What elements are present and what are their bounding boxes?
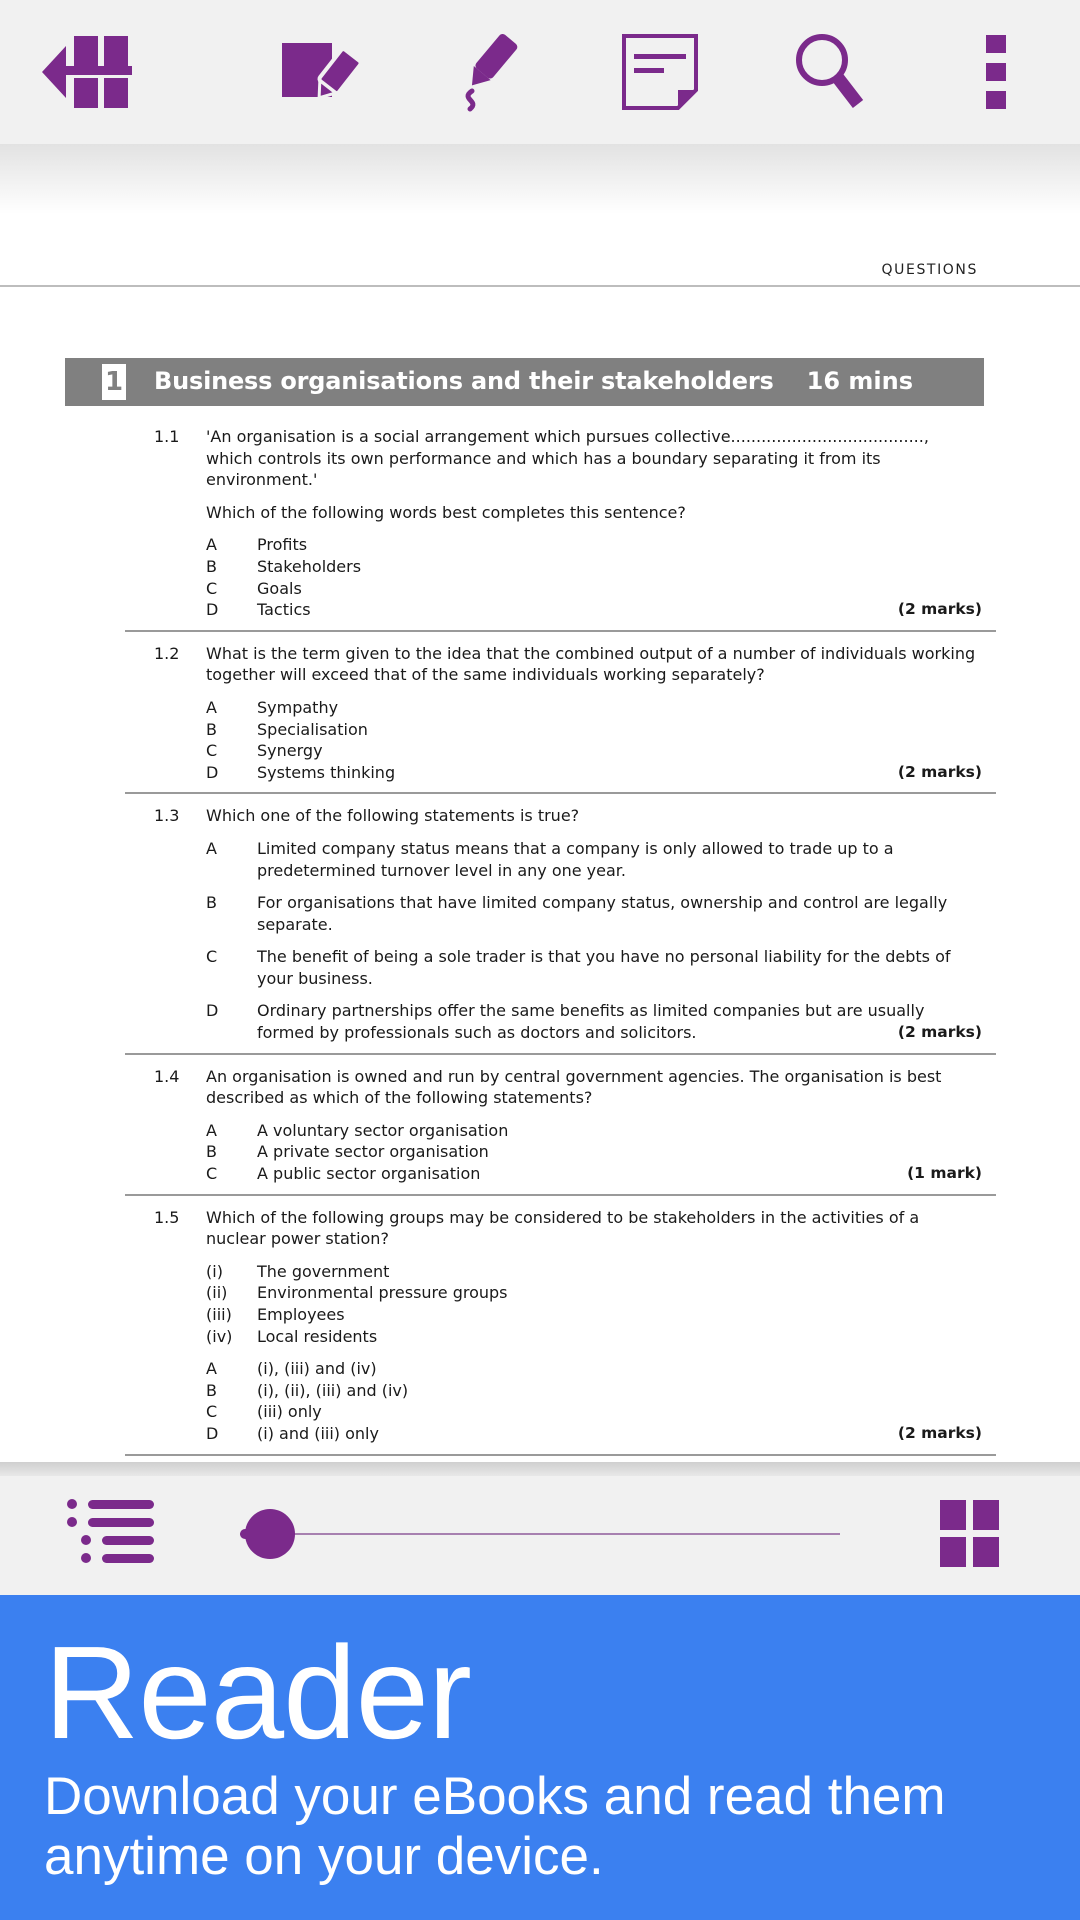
option-text: Tactics bbox=[257, 600, 311, 620]
option bbox=[206, 697, 976, 719]
option-text: (i), (ii), (iii) and (iv) bbox=[257, 1380, 409, 1400]
top-toolbar bbox=[0, 0, 1080, 144]
question-1-2 bbox=[0, 643, 1080, 795]
option-text: Synergy bbox=[257, 741, 323, 761]
pen-button[interactable] bbox=[440, 22, 540, 122]
option-letter: A bbox=[206, 535, 217, 555]
group-item bbox=[206, 1261, 976, 1283]
group-item bbox=[206, 1282, 976, 1304]
option bbox=[206, 946, 976, 989]
option-list bbox=[206, 1358, 982, 1444]
group-text: Environmental pressure groups bbox=[257, 1283, 508, 1303]
option-text: (i) and (iii) only bbox=[257, 1423, 379, 1443]
option-letter: C bbox=[206, 578, 218, 598]
bottom-navigation bbox=[0, 1476, 1080, 1595]
back-to-library-icon bbox=[38, 32, 134, 112]
option-text: (i), (iii) and (iv) bbox=[257, 1359, 377, 1379]
section-title: Business organisations and their stakeholders bbox=[154, 367, 774, 395]
option-text: Sympathy bbox=[257, 697, 339, 717]
page-grid-icon bbox=[940, 1500, 1000, 1568]
group-item bbox=[206, 1304, 976, 1326]
group-text: Local residents bbox=[257, 1326, 378, 1346]
option-letter: B bbox=[206, 719, 217, 739]
overflow-menu-icon bbox=[981, 31, 1011, 113]
question-text: What is the term given to the idea that the combined output of a number of individuals working together will exceed that of the same individuals working separately? bbox=[206, 643, 976, 685]
option-letter: C bbox=[206, 1402, 218, 1422]
option-text: Profits bbox=[257, 535, 308, 555]
question-number: 1.2 bbox=[154, 643, 180, 663]
option bbox=[206, 1141, 976, 1163]
group-text: Employees bbox=[257, 1305, 345, 1324]
section-time: 16 mins bbox=[806, 367, 913, 395]
search-button[interactable] bbox=[780, 22, 880, 122]
option-letter: B bbox=[206, 1142, 217, 1162]
option bbox=[206, 556, 976, 578]
option bbox=[206, 719, 976, 741]
overflow-menu-button[interactable] bbox=[946, 22, 1046, 122]
pen-icon bbox=[450, 29, 530, 115]
question-text: 'An organisation is a social arrangement which pursues collective......................................, which controls its own performance and which has a boundary separating it from its environment.' bbox=[206, 427, 929, 490]
promo-banner bbox=[0, 1595, 1080, 1920]
question-divider bbox=[125, 1454, 996, 1456]
option-letter: D bbox=[206, 600, 219, 620]
option-list bbox=[206, 697, 982, 783]
question-divider bbox=[125, 630, 996, 632]
highlight-icon bbox=[276, 37, 372, 107]
option-text: A voluntary sector organisation bbox=[257, 1120, 509, 1140]
option-letter: A bbox=[206, 697, 217, 717]
option-text: The benefit of being a sole trader is that you have no personal liability for the debts of your business. bbox=[257, 947, 951, 988]
option-text: Ordinary partnerships offer the same benefits as limited companies but are usually formed by professionals such as doctors and solicitors. bbox=[257, 1001, 925, 1043]
option-letter: C bbox=[206, 741, 218, 761]
question-list bbox=[0, 426, 1080, 1499]
option-text: For organisations that have limited company status, ownership and control are legally separate. bbox=[257, 893, 948, 934]
highlight-button[interactable] bbox=[274, 22, 374, 122]
bottom-bar-shadow bbox=[0, 1462, 1080, 1476]
section-header bbox=[65, 358, 984, 406]
question-divider bbox=[125, 1053, 996, 1055]
option-letter: D bbox=[206, 1001, 219, 1021]
option-letter: B bbox=[206, 893, 217, 913]
option-text: Limited company status means that a company is only allowed to trade up to a predetermined turnover level in any one year. bbox=[257, 838, 894, 880]
option bbox=[206, 599, 976, 621]
question-divider bbox=[125, 1194, 996, 1196]
running-head: QUESTIONS bbox=[881, 262, 978, 278]
option-text: Systems thinking bbox=[257, 762, 396, 782]
question-1-3 bbox=[0, 805, 1080, 1054]
option-text: Goals bbox=[257, 578, 302, 598]
question-1-4 bbox=[0, 1066, 1080, 1196]
option bbox=[206, 1358, 976, 1380]
marks-label: (1 mark) bbox=[907, 1164, 982, 1183]
option-list bbox=[206, 838, 982, 1044]
option-letter: B bbox=[206, 1380, 217, 1400]
header-divider bbox=[0, 285, 1080, 287]
option-text: (iii) only bbox=[257, 1402, 322, 1422]
option-letter: A bbox=[206, 1359, 217, 1379]
back-to-library-button[interactable] bbox=[36, 22, 136, 122]
option bbox=[206, 1120, 976, 1142]
option-list bbox=[206, 1120, 982, 1185]
promo-title: Reader bbox=[44, 1619, 471, 1766]
option-letter: C bbox=[206, 1164, 218, 1184]
question-subtext: Which of the following words best completes this sentence? bbox=[206, 502, 686, 522]
group-list bbox=[206, 1261, 976, 1347]
group-text: The government bbox=[257, 1261, 390, 1281]
ebook-page[interactable] bbox=[0, 144, 1080, 1462]
page-slider-track[interactable] bbox=[240, 1533, 840, 1535]
group-item bbox=[206, 1326, 976, 1348]
option-text: A public sector organisation bbox=[257, 1164, 481, 1184]
option bbox=[206, 1423, 976, 1445]
question-number: 1.4 bbox=[154, 1066, 180, 1086]
option bbox=[206, 740, 976, 762]
group-numeral: (i) bbox=[206, 1261, 223, 1281]
option bbox=[206, 578, 976, 600]
option-list bbox=[206, 534, 982, 620]
option bbox=[206, 1000, 976, 1043]
question-number: 1.5 bbox=[154, 1207, 180, 1227]
option-letter: A bbox=[206, 1120, 217, 1140]
question-number: 1.1 bbox=[154, 427, 180, 446]
option-letter: B bbox=[206, 556, 217, 576]
toolbar-shadow bbox=[0, 144, 1080, 214]
question-text: An organisation is owned and run by central government agencies. The organisation is best described as which of the following statements? bbox=[206, 1066, 942, 1108]
option bbox=[206, 1163, 976, 1185]
search-icon bbox=[790, 30, 870, 114]
note-icon bbox=[620, 32, 700, 112]
page-slider-thumb[interactable] bbox=[245, 1509, 295, 1559]
option bbox=[206, 892, 976, 935]
question-1-1 bbox=[0, 426, 1080, 632]
question-divider bbox=[125, 792, 996, 794]
option bbox=[206, 534, 976, 556]
option-text: Specialisation bbox=[257, 719, 368, 739]
question-1-5 bbox=[0, 1207, 1080, 1456]
option bbox=[206, 762, 976, 784]
marks-label: (2 marks) bbox=[897, 1423, 982, 1442]
option-text: Stakeholders bbox=[257, 556, 362, 576]
page-grid-button[interactable] bbox=[940, 1500, 1000, 1572]
question-text: Which of the following groups may be considered to be stakeholders in the activities of a nuclear power station? bbox=[206, 1207, 920, 1249]
option bbox=[206, 1380, 976, 1402]
question-text: Which one of the following statements is true? bbox=[206, 806, 580, 826]
section-number: 1 bbox=[102, 364, 126, 400]
note-button[interactable] bbox=[610, 22, 710, 122]
option-letter: A bbox=[206, 838, 217, 858]
table-of-contents-icon bbox=[66, 1498, 156, 1564]
table-of-contents-button[interactable] bbox=[66, 1498, 156, 1568]
marks-label: (2 marks) bbox=[897, 762, 982, 781]
question-number: 1.3 bbox=[154, 806, 180, 826]
option-letter: D bbox=[206, 1423, 219, 1443]
group-numeral: (iii) bbox=[206, 1305, 232, 1324]
marks-label: (2 marks) bbox=[897, 600, 982, 619]
promo-subtitle: Download your eBooks and read them anytime on your device. bbox=[44, 1767, 946, 1886]
option-letter: C bbox=[206, 947, 218, 967]
option bbox=[206, 1401, 976, 1423]
marks-label: (2 marks) bbox=[897, 1023, 982, 1042]
option bbox=[206, 838, 976, 881]
group-numeral: (iv) bbox=[206, 1326, 233, 1346]
option-letter: D bbox=[206, 762, 219, 782]
option-text: A private sector organisation bbox=[257, 1142, 489, 1162]
group-numeral: (ii) bbox=[206, 1283, 228, 1303]
